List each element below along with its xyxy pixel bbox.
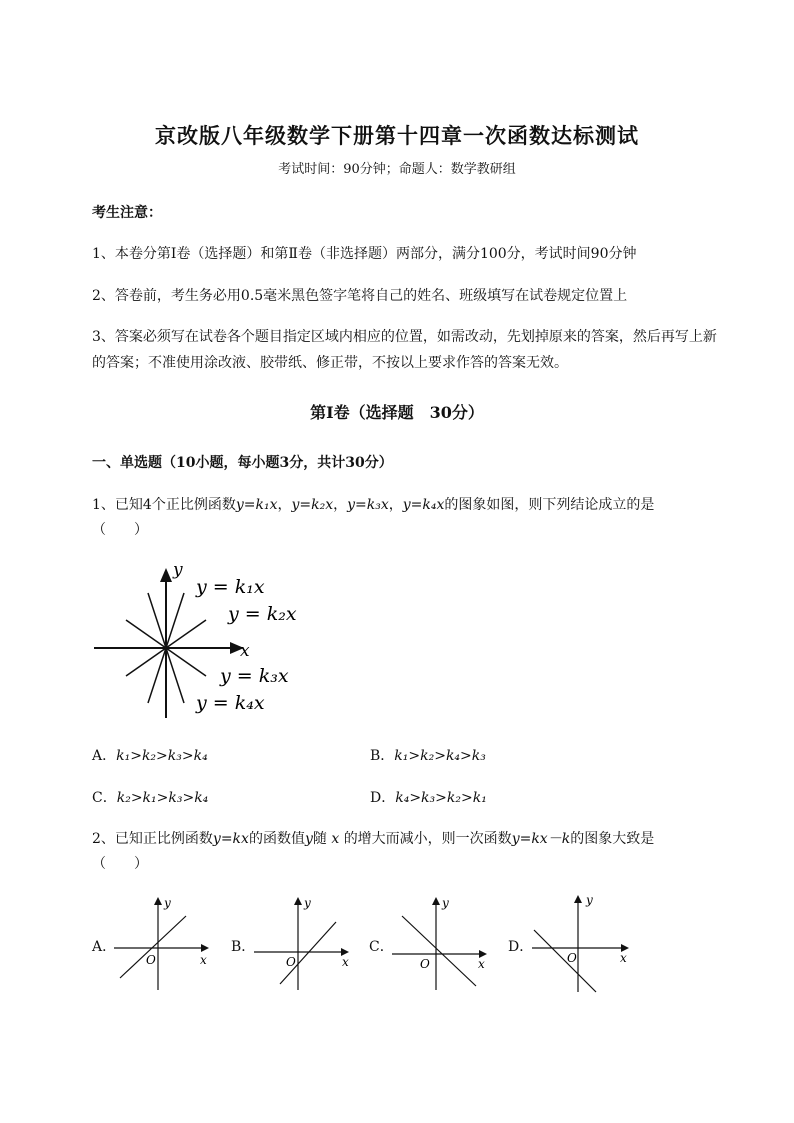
origin-label: O: [286, 955, 296, 969]
section-title: 第I卷（选择题 30分）: [310, 403, 484, 422]
question-1-stem: [92, 494, 654, 514]
y-axis-arrow: [160, 568, 172, 582]
y-axis-arrow: [432, 897, 440, 905]
separator: ，: [388, 497, 403, 513]
question-2-graph-d[interactable]: [530, 892, 634, 996]
question-2-graph-b[interactable]: [252, 892, 352, 992]
y-axis-label: y: [173, 560, 183, 580]
graph-line: [402, 916, 476, 986]
question-1-graph: [90, 558, 310, 723]
question-2-graph-a[interactable]: [112, 892, 212, 992]
origin-label: O: [567, 951, 577, 965]
question-2-suffix: 的图象大致是: [570, 831, 655, 847]
option-letter: C．: [92, 790, 117, 806]
question-1-fn-3: y=k₃x: [347, 497, 389, 513]
option-text: k₄>k₃>k₂>k₁: [395, 790, 487, 806]
label-k2: y = k₂x: [228, 603, 297, 625]
question-2-option-c-letter[interactable]: C．: [369, 939, 394, 955]
exam-subtitle: 考试时间：90分钟；命题人：数学教研组: [278, 162, 516, 177]
notice-item-1: 1、本卷分第I卷（选择题）和第Ⅱ卷（非选择题）两部分，满分100分，考试时间90分钟: [92, 246, 637, 262]
graph-line: [534, 930, 596, 992]
question-2-fn: y=kx: [212, 831, 249, 847]
page-title: 京改版八年级数学下册第十四章一次函数达标测试: [155, 123, 639, 148]
notice-heading: 考生注意：: [92, 205, 162, 221]
y-axis-arrow: [574, 895, 582, 903]
question-1-fn-2: y=k₂x: [291, 497, 334, 513]
question-2-answer-paren: （ ）: [92, 856, 148, 872]
option-text: k₁>k₂>k₃>k₄: [116, 748, 208, 764]
x-axis-label: x: [620, 951, 627, 965]
question-1-fn-1: y=k₁x: [235, 497, 278, 513]
option-text: k₂>k₁>k₃>k₄: [116, 790, 209, 806]
y-axis-arrow: [294, 897, 302, 905]
variable-y: y: [304, 831, 313, 847]
separator: ，: [333, 497, 348, 513]
question-1-suffix: 的图象如图，则下列结论成立的是: [444, 497, 655, 513]
option-letter: D．: [370, 790, 396, 806]
question-1-prefix: 1、已知4个正比例函数: [92, 497, 236, 513]
question-2-option-a-letter[interactable]: A．: [92, 939, 117, 955]
question-2-text: 随: [312, 831, 327, 847]
label-k1: y = k₁x: [196, 576, 265, 598]
option-letter: A．: [92, 748, 117, 764]
question-1-option-c[interactable]: [92, 787, 208, 807]
option-letter: B．: [370, 748, 395, 764]
graph-line: [120, 916, 186, 978]
y-axis-arrow: [154, 897, 162, 905]
question-1-answer-paren: （ ）: [92, 522, 148, 538]
x-axis-label: x: [478, 957, 485, 971]
question-2-text: 的函数值: [248, 831, 305, 847]
question-2-fn-2: y=kx－k: [511, 831, 571, 847]
question-2-text: 的增大而减小，则一次函数: [343, 831, 512, 847]
origin-label: O: [420, 957, 430, 971]
x-axis-label: x: [342, 955, 349, 969]
part-heading: 一、单选题（10小题，每小题3分，共计30分）: [92, 455, 393, 471]
question-2-option-d-letter[interactable]: D．: [508, 939, 534, 955]
notice-item-3-line-2: 的答案；不准使用涂改液、胶带纸、修正带，不按以上要求作答的答案无效。: [92, 355, 568, 371]
y-axis-label: y: [586, 893, 593, 907]
y-axis-label: y: [164, 896, 171, 910]
notice-item-3-line-1: 3、答案必须写在试卷各个题目指定区域内相应的位置，如需改动，先划掉原来的答案，然后再写上新: [92, 329, 717, 345]
x-axis-label: x: [200, 953, 207, 967]
question-2-option-b-letter[interactable]: B．: [231, 939, 256, 955]
separator: ，: [277, 497, 292, 513]
x-axis-arrow: [201, 944, 209, 952]
label-k3: y = k₃x: [220, 665, 289, 687]
label-k4: y = k₄x: [196, 692, 265, 714]
y-axis-label: y: [304, 896, 311, 910]
option-text: k₁>k₂>k₄>k₃: [394, 748, 486, 764]
graph-line: [280, 922, 336, 984]
origin-label: O: [146, 953, 156, 967]
question-1-option-a[interactable]: [92, 745, 208, 765]
question-1-fn-4: y=k₄x: [402, 497, 445, 513]
x-axis-label: x: [240, 641, 250, 661]
notice-item-2: 2、答卷前，考生务必用0.5毫米黑色签字笔将自己的姓名、班级填写在试卷规定位置上: [92, 288, 628, 304]
variable-x: x: [331, 831, 340, 847]
question-1-option-b[interactable]: [370, 745, 486, 765]
question-2-stem: [92, 828, 654, 848]
question-1-option-d[interactable]: [370, 787, 487, 807]
question-2-prefix: 2、已知正比例函数: [92, 831, 213, 847]
y-axis-label: y: [442, 896, 449, 910]
question-2-graph-c[interactable]: [390, 892, 490, 992]
